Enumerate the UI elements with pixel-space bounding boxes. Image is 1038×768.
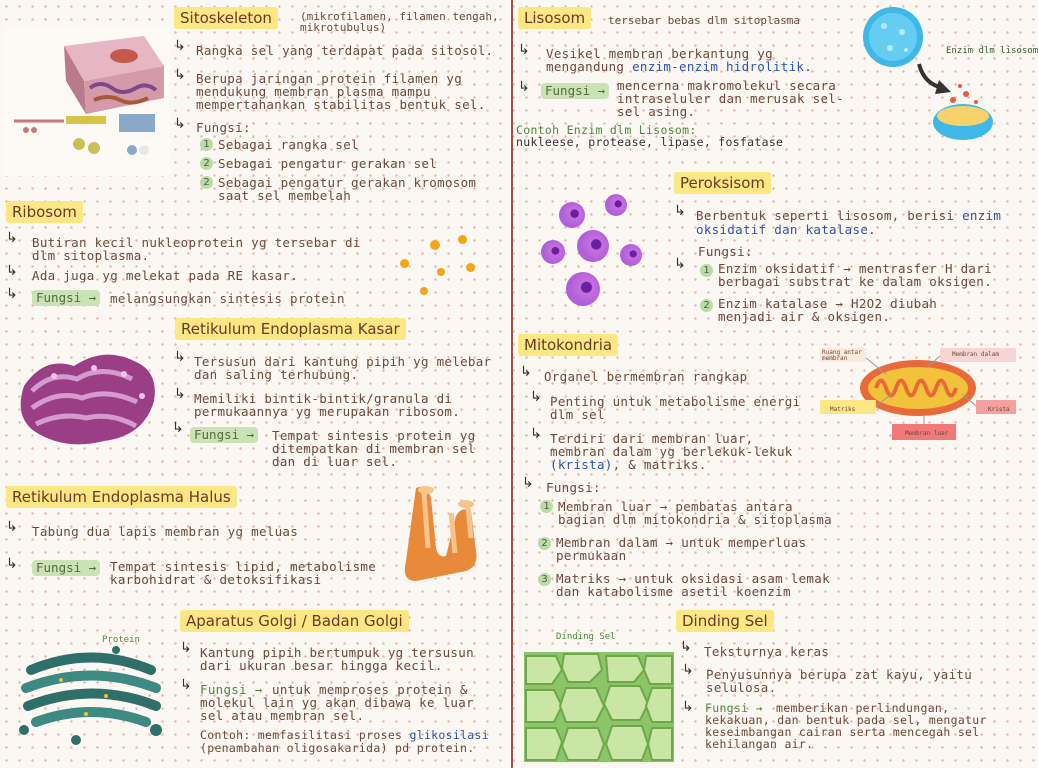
ribosom-text: melangsungkan sintesis protein — [110, 291, 345, 306]
peroksisom-text: berbagai substrat ke dalam oksigen. — [718, 274, 992, 289]
arrow-icon: ↳ — [172, 420, 184, 436]
diagram-label: Membran dalam — [952, 351, 999, 358]
mitokondria-text: Organel bermembran rangkap — [544, 369, 748, 384]
golgi-example: (penambahan oligosakarida) pd protein. — [200, 741, 475, 755]
rek-text: dan saling terhubung. — [194, 367, 359, 382]
dinding-text: selulosa. — [706, 680, 777, 695]
reh-title: Retikulum Endoplasma Halus — [6, 486, 237, 508]
peroksisom-text: menjadi air & oksigen. — [718, 309, 891, 324]
mitokondria-text: dlm sel — [550, 407, 605, 422]
golgi-text: molekul lain yg akan dibawa ke luar — [200, 695, 474, 710]
number-badge: 3 — [538, 573, 551, 586]
sitoskeleton-text: Sebagai pengatur gerakan sel — [218, 156, 438, 171]
rek-text: Tempat sintesis protein yg — [272, 428, 476, 443]
dinding-text: Penyusunnya berupa zat kayu, yaitu — [706, 667, 973, 682]
number-badge: 2 — [200, 157, 213, 170]
peroksisom-fungsi: Fungsi: — [698, 244, 753, 259]
golgi-text: untuk memproses protein & — [272, 682, 468, 697]
cytoskeleton-illustration — [4, 26, 170, 176]
rek-text: permukaannya yg merupakan ribosom. — [194, 404, 461, 419]
arrow-icon: ↳ — [6, 263, 18, 279]
mitokondria-text: Terdiri dari membran luar, — [550, 431, 754, 446]
ribosom-title: Ribosom — [6, 201, 83, 223]
number-badge: 1 — [200, 138, 213, 151]
reh-text: karbohidrat & detoksifikasi — [110, 572, 322, 587]
peroksisom-text: Berbentuk seperti lisosom, berisi enzim — [696, 208, 1002, 223]
sitoskeleton-text: Sebagai rangka sel — [218, 137, 359, 152]
dinding-fungsi: Fungsi → — [705, 701, 763, 715]
lisosom-text: intraseluler dan merusak sel- — [617, 91, 844, 106]
sitoskeleton-subtitle: (mikrofilamen, filamen tengah, — [300, 10, 499, 23]
golgi-text: sel atau membran sel. — [200, 708, 365, 723]
dinding-text: memberikan perlindungan, — [776, 701, 950, 715]
sitoskeleton-subtitle: mikrotubulus) — [300, 21, 387, 34]
dinding-text: keseimbangan cairan serta mencegah sel — [705, 725, 980, 739]
sitoskeleton-text: mendukung membran plasma mampu — [196, 84, 431, 99]
mitokondria-text: membran dalam yg berlekuk-lekuk — [550, 444, 793, 459]
arrow-icon: ↳ — [682, 699, 694, 715]
mitokondria-text: Penting untuk metabolisme energi — [550, 394, 801, 409]
rek-text: ditempatkan di membran sel — [272, 441, 476, 456]
arrow-icon: ↳ — [6, 556, 18, 572]
diagram-label: Krista — [988, 406, 1010, 413]
arrow-icon: ↳ — [682, 662, 694, 678]
arrow-icon: ↳ — [522, 475, 534, 491]
number-badge: 2 — [700, 299, 713, 312]
number-badge: 2 — [200, 176, 213, 189]
cell-wall-photo — [524, 652, 674, 762]
arrow-icon: ↳ — [174, 38, 186, 54]
golgi-fungsi: Fungsi → — [200, 682, 263, 697]
golgi-text: dari ukuran besar hingga kecil. — [200, 658, 443, 673]
arrow-icon: ↳ — [174, 116, 186, 132]
sitoskeleton-fungsi: Fungsi: — [196, 120, 251, 135]
golgi-example: Contoh: memfasilitasi proses glikosilasi — [200, 728, 489, 742]
arrow-icon: ↳ — [674, 256, 686, 272]
ribosom-text: dlm sitoplasma. — [32, 248, 150, 263]
sitoskeleton-text: saat sel membelah — [218, 188, 352, 203]
lisosom-example: nukleese, protease, lipase, fosfatase — [516, 135, 784, 149]
fungsi-label: Fungsi → — [32, 560, 100, 576]
dinding-text: kehilangan air. — [705, 737, 814, 751]
arrow-icon: ↳ — [530, 426, 542, 442]
golgi-text: Kantung pipih bertumpuk yg tersusun — [200, 645, 474, 660]
rek-title: Retikulum Endoplasma Kasar — [175, 318, 406, 340]
arrow-icon: ↳ — [518, 42, 530, 58]
ribosom-text: Ada juga yg melekat pada RE kasar. — [32, 268, 299, 283]
reh-text: Tabung dua lapis membran yg meluas — [32, 524, 299, 539]
arrow-icon: ↳ — [674, 203, 686, 219]
peroksisom-text: Enzim katalase → H2O2 diubah — [718, 296, 938, 311]
lisosom-text: mengandung enzim-enzim hidrolitik. — [546, 59, 813, 74]
column-divider — [511, 0, 513, 768]
dinding-text: kekakuan, dan bentuk pada sel, mengatur — [705, 713, 987, 727]
mitokondria-title: Mitokondria — [518, 334, 618, 356]
sitoskeleton-title: Sitoskeleton — [174, 7, 278, 29]
smooth-er-illustration — [396, 478, 496, 578]
dinding-text: Teksturnya keras — [704, 644, 830, 659]
sitoskeleton-text: Sebagai pengatur gerakan kromosom — [218, 175, 477, 190]
diagram-label: Ruang antar membran — [822, 349, 862, 362]
protein-label: Protein — [102, 635, 140, 645]
arrow-icon: ↳ — [6, 286, 18, 302]
mitokondria-text: Membran luar → pembatas antara — [558, 499, 793, 514]
fungsi-label: Fungsi → — [541, 83, 609, 99]
enzim-label: Enzim dlm lisosom — [946, 46, 1038, 56]
peroksisom-title: Peroksisom — [674, 172, 771, 194]
dinding-image-label: Dinding Sel — [556, 632, 616, 642]
arrow-icon: ↳ — [518, 79, 530, 95]
lisosom-example-title: Contoh Enzim dlm Lisosom: — [516, 123, 697, 137]
arrow-icon: ↳ — [174, 386, 186, 402]
arrow-icon: ↳ — [180, 677, 192, 693]
golgi-title: Aparatus Golgi / Badan Golgi — [180, 610, 409, 632]
peroksisom-text: oksidatif dan katalase. — [696, 222, 876, 237]
lisosom-text: Vesikel membran berkantung yg — [546, 46, 773, 61]
rek-text: Tersusun dari kantung pipih yg melebar — [194, 354, 492, 369]
lisosom-subtitle: tersebar bebas dlm sitoplasma — [608, 14, 801, 27]
sitoskeleton-text: mempertahankan stabilitas bentuk sel. — [196, 97, 486, 112]
arrow-icon: ↳ — [520, 364, 532, 380]
lisosom-title: Lisosom — [518, 7, 591, 29]
arrow-icon: ↳ — [530, 389, 542, 405]
sitoskeleton-text: Rangka sel yang terdapat pada sitosol. — [196, 43, 494, 58]
mitokondria-text: dan katabolisme asetil koenzim — [556, 584, 791, 599]
arrow-icon: ↳ — [174, 349, 186, 365]
arrow-icon: ↳ — [6, 519, 18, 535]
reh-text: Tempat sintesis lipid, metabolisme — [110, 559, 377, 574]
mitokondria-text: bagian dlm mitokondria & sitoplasma — [558, 512, 832, 527]
number-badge: 2 — [538, 537, 551, 550]
dinding-title: Dinding Sel — [676, 610, 774, 632]
lisosom-text: mencerna makromolekul secara — [617, 78, 837, 93]
arrow-icon: ↳ — [6, 230, 18, 246]
number-badge: 1 — [540, 500, 553, 513]
mitokondria-text: Membran dalam → untuk memperluas — [556, 535, 807, 550]
number-badge: 1 — [700, 264, 713, 277]
golgi-illustration — [16, 640, 166, 750]
sitoskeleton-text: Berupa jaringan protein filamen yg — [196, 71, 463, 86]
rough-er-illustration — [14, 346, 164, 446]
mitokondria-text: (krista), & matriks. — [550, 457, 707, 472]
diagram-label: Membran luar — [905, 430, 949, 437]
arrow-icon: ↳ — [180, 640, 192, 656]
diagram-label: Matriks — [830, 406, 856, 413]
arrow-icon: ↳ — [174, 67, 186, 83]
fungsi-label: Fungsi → — [32, 290, 100, 306]
rek-text: dan di luar sel. — [272, 454, 398, 469]
peroksisom-text: Enzim oksidatif → mentrasfer H dari — [718, 261, 992, 276]
mitokondria-text: permukaan — [556, 548, 627, 563]
arrow-icon: ↳ — [680, 639, 692, 655]
rek-text: Memiliki bintik-bintik/granula di — [194, 391, 453, 406]
mitokondria-fungsi: Fungsi: — [546, 480, 601, 495]
lisosom-text: sel asing. — [617, 104, 696, 119]
mitokondria-text: Matriks → untuk oksidasi asam lemak — [556, 571, 830, 586]
fungsi-label: Fungsi → — [190, 427, 258, 443]
lysosome-open-illustration — [928, 80, 998, 146]
ribosom-text: Butiran kecil nukleoprotein yg tersebar di — [32, 235, 361, 250]
